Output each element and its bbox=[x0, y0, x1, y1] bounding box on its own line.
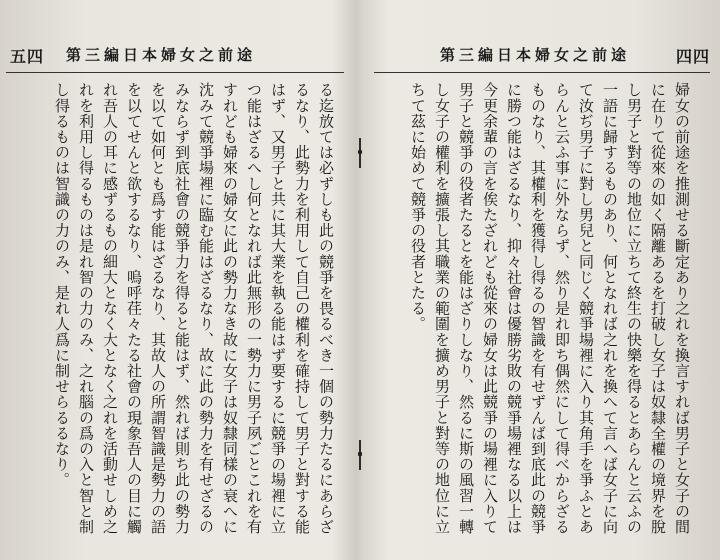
left-page-number: 五四 bbox=[10, 47, 45, 66]
binding-stitch-bottom bbox=[358, 452, 362, 456]
left-page-header bbox=[0, 44, 352, 68]
right-page-header bbox=[368, 44, 720, 68]
book-spine bbox=[356, 0, 364, 560]
left-body-paragraph: る迄放ては必ずしも此の競爭を畏るべき一個の勢力たるにあらざるなり、此勢力を利用して自己の權利を確持して男子と對する能はず、又男子と共に其大業を執る能はず要するに競爭の場裡に立つ能はざるへし何となれば此無形の一勢力に男子夙ごとこれを有すれども婦來の婦女に此の勢力なき故に女子は奴隸同樣の衰へに沈みて競爭場裡に臨む能はざるなり、故に此の勢力を有せざるのみならず到底社會の競爭力を得ると能はず、然れば則ち此の勢力を以て如何とも爲す能はざるなり、其故人の所謂智識是勢力の語を以てせんと欲するなり、嗚呼荏々たる社會の現象吾人の目に觸れ吾人の耳に感ずるもの細大となく大となく之れを活動せしめ之れを利用し得るものは是れ智の力のみ、之れ腦の爲の入と智と制し得るものは智識の力のみ、是れ人爲に制せらるるなり。 bbox=[53, 82, 335, 535]
right-body-paragraph: 婦女の前途を推測せる斷定あり之れを換言すれば男子と女子の間に在りて從來の如く隔離あるを打破し女子は奴隸全權の境界を脫し男子と對等の地位に立ちて終生の快樂を得るとあらんと云ふの一語に歸するものあり、何となれば之れを換へて言へば女子に向て汝ぢ男子に對し男兒と同じく競爭場裡に入り其角手を爭ふとあらんと云ふ事に外ならず、然り是れ即ち偶然にして得べからざるものなり、其權利を獲得し得るの智識を有せずんば到底此の競爭に勝つ能はざるなり、抑々社會は優勝劣敗の競爭場裡なる以上は今更余輩の言を俟たざれども從來の婦女は此競爭の場裡に入りて男子と競爭の役者たるとを能はざりしなり、然るに斯の風習一轉し女子の權利を擴張し其職業の範圍を擴め男子と對等の地位に立ちて茲に始めて競爭の役者とたる。 bbox=[409, 82, 691, 535]
left-header-rule bbox=[6, 72, 344, 73]
right-page bbox=[368, 0, 720, 560]
left-page bbox=[0, 0, 352, 560]
left-running-title: 第三編日本婦女之前途 bbox=[66, 46, 257, 64]
right-page-number: 四四 bbox=[675, 47, 710, 66]
right-header-rule bbox=[374, 72, 710, 73]
right-running-title: 第三編日本婦女之前途 bbox=[440, 46, 631, 64]
left-body-text bbox=[20, 82, 338, 542]
right-body-text bbox=[370, 82, 694, 542]
binding-stitch-top bbox=[358, 150, 362, 154]
